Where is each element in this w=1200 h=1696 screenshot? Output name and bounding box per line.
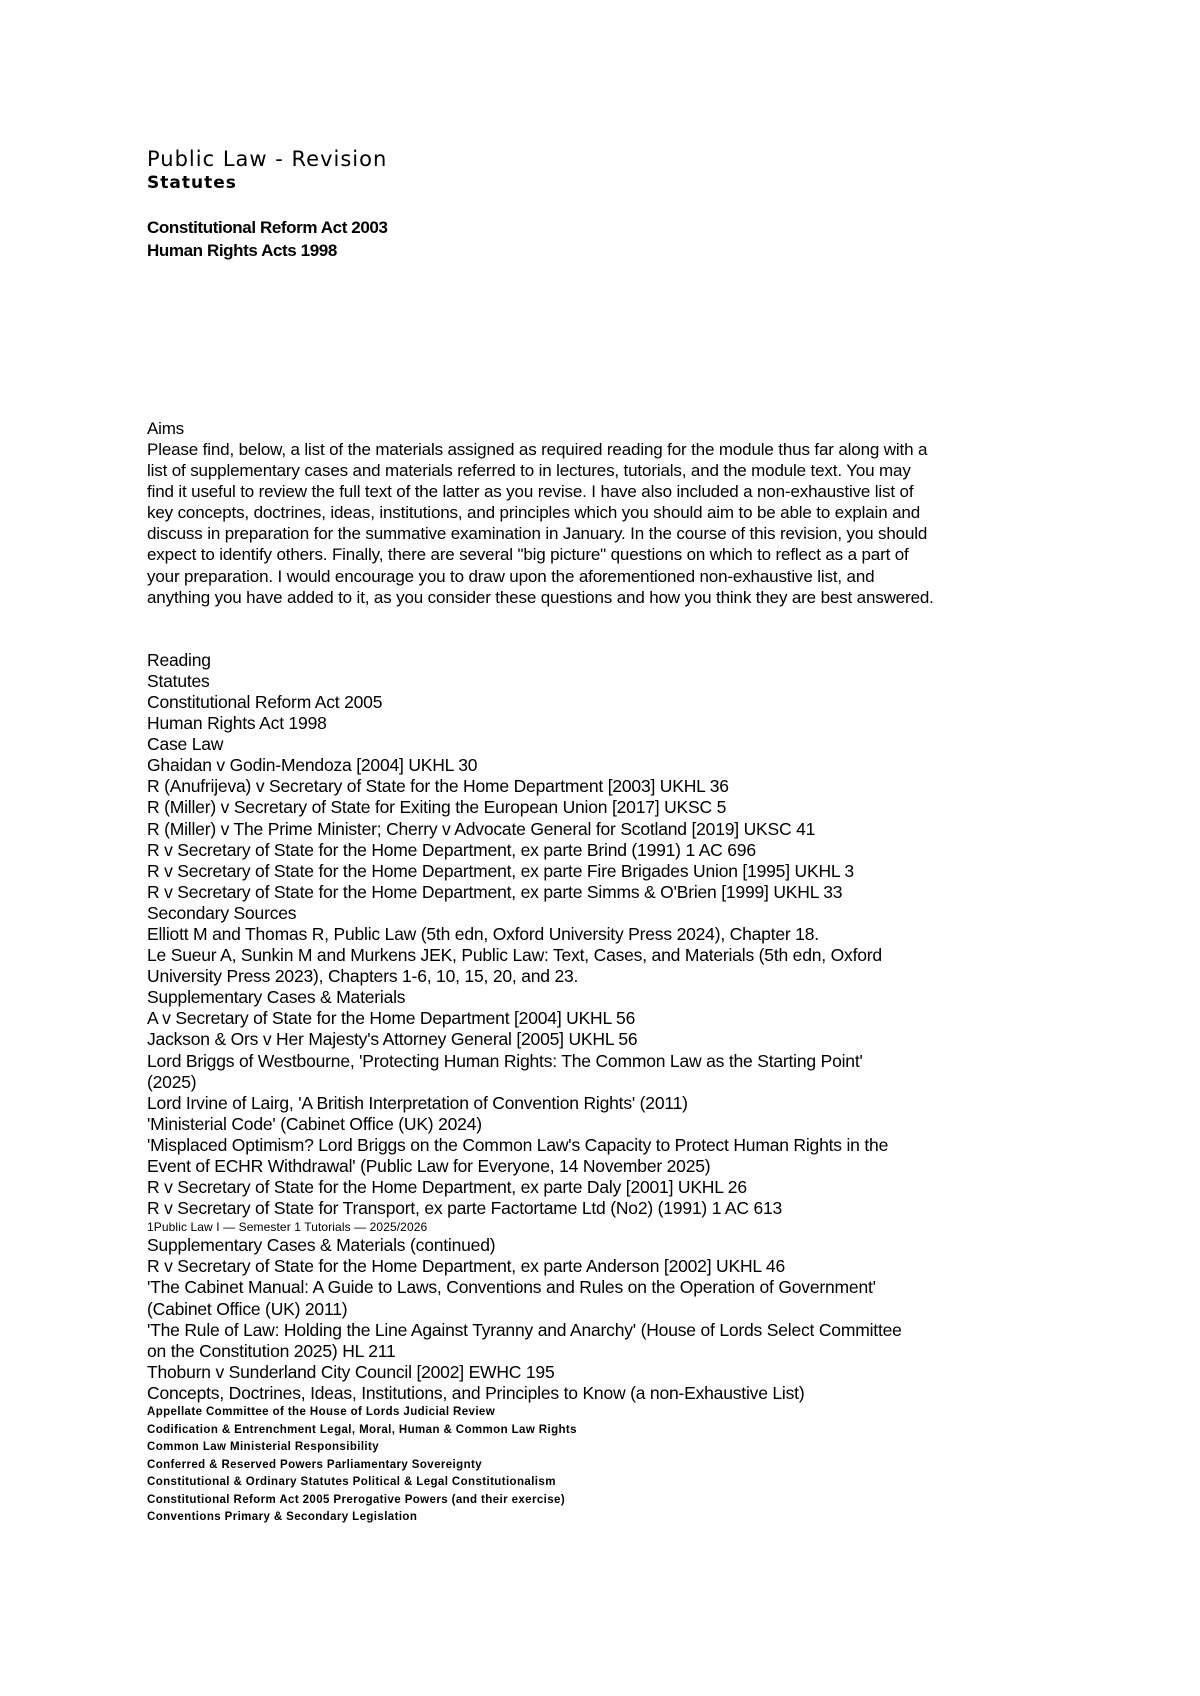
case-item: R (Miller) v The Prime Minister; Cherry v Advocate General for Scotland [2019] UKSC 41 <box>147 818 816 839</box>
secondary-sources-heading: Secondary Sources <box>147 902 297 923</box>
secondary-source-item: Elliott M and Thomas R, Public Law (5th edn, Oxford University Press 2024), Chapter 18. <box>147 923 819 944</box>
statute-item: Human Rights Act 1998 <box>147 713 327 734</box>
case-item: R v Secretary of State for the Home Department, ex parte Simms & O'Brien [1999] UKHL 33 <box>147 881 843 902</box>
concept-item: Appellate Committee of the House of Lords Judicial Review <box>147 1406 496 1419</box>
supplementary-item: R v Secretary of State for the Home Department, ex parte Anderson [2002] UKHL 46 <box>147 1256 785 1277</box>
supplementary-item: 'The Cabinet Manual: A Guide to Laws, Conventions and Rules on the Operation of Government' (Cabinet Office (UK) 2011) <box>147 1277 876 1319</box>
concept-item: Conventions Primary & Secondary Legislation <box>147 1511 418 1524</box>
document-subtitle: Statutes <box>147 173 237 193</box>
statute-item: Constitutional Reform Act 2005 <box>147 691 383 712</box>
case-item: R (Miller) v Secretary of State for Exiting the European Union [2017] UKSC 5 <box>147 797 727 818</box>
supplementary-item: Lord Briggs of Westbourne, 'Protecting Human Rights: The Common Law as the Starting Point' (2025) <box>147 1050 863 1092</box>
concept-item: Constitutional & Ordinary Statutes Political & Legal Constitutionalism <box>147 1476 556 1489</box>
supplementary-item: R v Secretary of State for the Home Department, ex parte Daly [2001] UKHL 26 <box>147 1177 747 1198</box>
supplementary-item: 'Ministerial Code' (Cabinet Office (UK) 2024) <box>147 1113 482 1134</box>
supplementary-item: 'The Rule of Law: Holding the Line Against Tyranny and Anarchy' (House of Lords Select Committee on the Constitution 2025) HL 211 <box>147 1319 902 1361</box>
spacer <box>147 608 947 650</box>
supplementary-item: R v Secretary of State for Transport, ex parte Factortame Ltd (No2) (1991) 1 AC 613 <box>147 1198 783 1219</box>
spacer <box>147 262 947 418</box>
concept-item: Constitutional Reform Act 2005 Prerogative Powers (and their exercise) <box>147 1493 566 1506</box>
supplementary-heading: Supplementary Cases & Materials <box>147 987 406 1008</box>
aims-paragraph: Please find, below, a list of the materials assigned as required reading for the module thus far along with a list of supplementary cases and materials referred to in lectures, tutorials, and the module text. You may find it useful to review the full text of the latter as you revise. I have also included a non-exhaustive list of key concepts, doctrines, ideas, institutions, and principles which you should aim to be able to explain and discuss in preparation for the summative examination in January. In the course of this revision, you should expect to identify others. Finally, there are several "big picture" questions on which to reflect as a part of your preparation. I would encourage you to draw upon the aforementioned non-exhaustive list, and anything you have added to it, as you consider these questions and how you think they are best answered. <box>147 440 934 607</box>
supplementary-item: Jackson & Ors v Her Majesty's Attorney General [2005] UKHL 56 <box>147 1029 638 1050</box>
case-law-heading: Case Law <box>147 734 224 755</box>
supplementary-item: A v Secretary of State for the Home Department [2004] UKHL 56 <box>147 1008 636 1029</box>
concepts-heading: Concepts, Doctrines, Ideas, Institutions, and Principles to Know (a non-Exhaustive List) <box>147 1382 805 1403</box>
statute-header-line: Human Rights Acts 1998 <box>147 241 337 260</box>
case-item: R v Secretary of State for the Home Department, ex parte Brind (1991) 1 AC 696 <box>147 839 756 860</box>
aims-heading: Aims <box>147 419 184 438</box>
page-footer: 1Public Law I — Semester 1 Tutorials — 2025/2026 <box>147 1220 428 1235</box>
case-item: Ghaidan v Godin-Mendoza [2004] UKHL 30 <box>147 755 478 776</box>
concept-item: Common Law Ministerial Responsibility <box>147 1441 380 1454</box>
secondary-source-item: Le Sueur A, Sunkin M and Murkens JEK, Public Law: Text, Cases, and Materials (5th edn, Oxford University Press 2023), Chapters 1-6, 10, 15, 20, and 23. <box>147 945 882 987</box>
supplementary-item: Lord Irvine of Lairg, 'A British Interpretation of Convention Rights' (2011) <box>147 1092 688 1113</box>
supplementary-item: 'Misplaced Optimism? Lord Briggs on the Common Law's Capacity to Protect Human Rights in the Event of ECHR Withdrawal' (Public Law for Everyone, 14 November 2025) <box>147 1134 889 1176</box>
document-title: Public Law - Revision <box>147 147 388 171</box>
document-content <box>147 146 947 1527</box>
statute-header-line: Constitutional Reform Act 2003 <box>147 218 388 237</box>
concept-item: Codification & Entrenchment Legal, Moral, Human & Common Law Rights <box>147 1423 577 1436</box>
spacer <box>147 194 947 216</box>
concept-item: Conferred & Reserved Powers Parliamentary Sovereignty <box>147 1458 483 1471</box>
supplementary-continued-heading: Supplementary Cases & Materials (continued) <box>147 1235 496 1256</box>
case-item: R (Anufrijeva) v Secretary of State for the Home Department [2003] UKHL 36 <box>147 776 729 797</box>
supplementary-item: Thoburn v Sunderland City Council [2002] EWHC 195 <box>147 1361 555 1382</box>
reading-heading: Reading <box>147 649 211 670</box>
statutes-heading: Statutes <box>147 670 210 691</box>
case-item: R v Secretary of State for the Home Department, ex parte Fire Brigades Union [1995] UKHL 3 <box>147 860 854 881</box>
